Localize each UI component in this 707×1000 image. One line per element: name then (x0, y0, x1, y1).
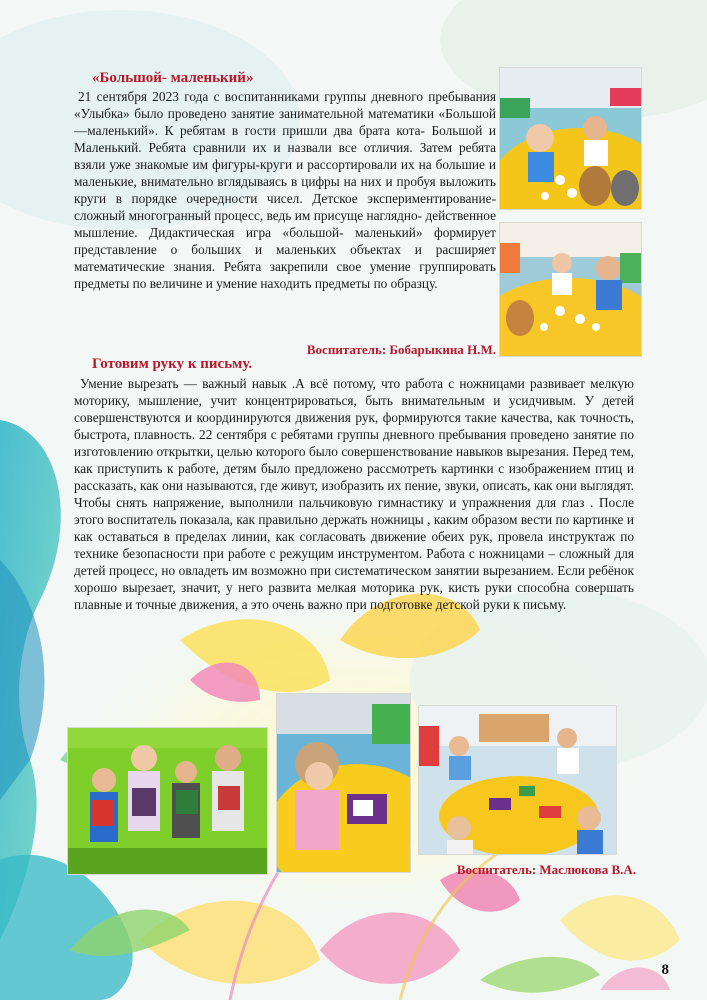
article-2-signature: Воспитатель: Маслюкова В.А. (456, 862, 636, 877)
photo-children-with-cards (67, 727, 268, 875)
article-2-title: Готовим руку к письму. (92, 356, 253, 372)
page-number: 8 (661, 962, 669, 978)
article-1-title: «Большой- маленький» (92, 70, 254, 86)
photo-girl-cutting (276, 693, 411, 873)
article-2-body: Умение вырезать — важный навык .А всё потому, что работа с ножницами развивает мелкую моторику, мышление, учит концентрироваться, быть внимательным и усидчивым. У детей совершенствуются и координируются движения рук, формируются такие качества, как точность, быстрота, плавность. 22 сентября с ребятами группы дневного пребывания проведено занятие по изготовлению открытки, целью которого было совершенствование навыков вырезания. Перед тем, как приступить к работе, детям было предложено рассмотреть картинки с изображением птиц и рассказать, как они называются, где живут, изобразить их пение, звуки, описать, как они выглядят. Чтобы снять напряжение, выполнили пальчиковую гимнастику и упражнения для глаз . После этого воспитатель показала, как правильно держать ножницы , каким образом вести по картинке и как оставаться в пределах линии, как согласовать движение обеих рук, провела инструктаж по технике безопасности при работе с режущим инструментом. Работа с ножницами – сложный для детей процесс, но овладеть им возможно при систематическом занятии вырезанием. Если ребёнок хорошо вырезает, значит, у него развита мелкая моторика рук, кисть руки способна совершать плавные и точные движения, а это очень важно при подготовке детской руки к письму. (74, 376, 634, 612)
photo-children-cats-table (499, 222, 642, 357)
article-1-signature: Воспитатель: Бобарыкина Н.М. (306, 342, 496, 357)
photo-children-circles-table (499, 67, 642, 210)
photo-group-at-table (418, 705, 617, 855)
article-1-body: 21 сентября 2023 года с воспитанниками группы дневного пребывания «Улыбка» было проведено занятие занимательной математики «Большой—маленький». К ребятам в гости пришли два брата кота- Большой и Маленький. Ребята сравнили их и назвали все отличия. Затем ребята взяли уже знакомые им фигуры-круги и рассортировали их на большие и маленькие, внимательно вглядываясь в цифры на них и пробуя выложить круги в порядке очередности чисел. Детское экспериментирование- сложный многогранный процесс, ведь им присуще наглядно- действенное мышление. Дидактическая игра «большой- маленький» формирует представление о больших и маленьких объектах и расширяет математические знания. Ребята закрепили свое умение группировать предметы по величине и умение находить предметы по образцу. (74, 89, 496, 291)
